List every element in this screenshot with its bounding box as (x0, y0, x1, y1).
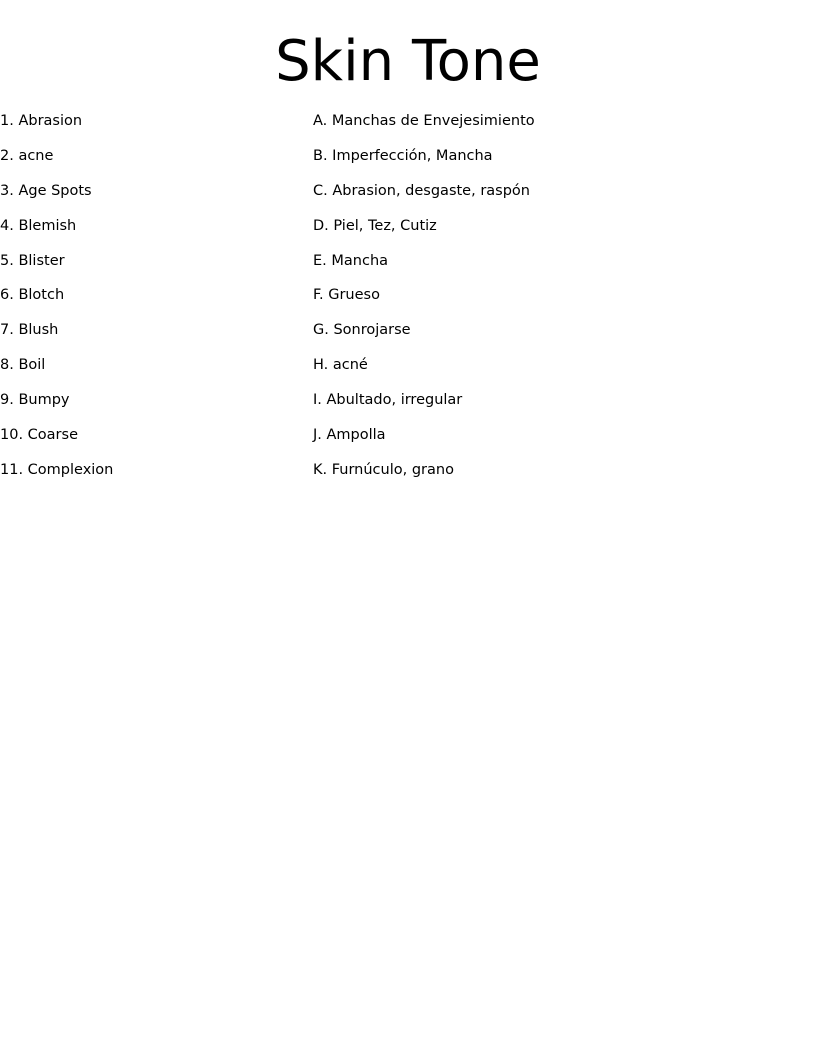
definitions-list (313, 110, 793, 494)
definition-item: H. acné (313, 357, 368, 374)
term-item: 9. Bumpy (0, 392, 70, 409)
definition-item: K. Furnúculo, grano (313, 461, 454, 478)
term-item: 4. Blemish (0, 217, 77, 234)
definition-item: A. Manchas de Envejesimiento (313, 113, 535, 129)
term-item: 3. Age Spots (0, 182, 92, 199)
term-item: 1. Abrasion (0, 113, 83, 129)
definition-item: F. Grueso (313, 287, 380, 304)
term-item: 8. Boil (0, 357, 46, 374)
term-item: 10. Coarse (0, 427, 78, 444)
term-item: 6. Blotch (0, 287, 65, 304)
definition-item: D. Piel, Tez, Cutiz (313, 217, 437, 234)
terms-list (0, 110, 300, 494)
term-item: 2. acne (0, 147, 54, 164)
definition-item: I. Abultado, irregular (313, 392, 463, 409)
term-item: 7. Blush (0, 322, 59, 339)
term-item: 5. Blister (0, 252, 65, 269)
definition-item: E. Mancha (313, 252, 389, 269)
definition-item: C. Abrasion, desgaste, raspón (313, 182, 530, 199)
term-item: 11. Complexion (0, 461, 114, 478)
definition-item: J. Ampolla (313, 427, 386, 444)
definition-item: B. Imperfección, Mancha (313, 147, 493, 164)
page-title: Skin Tone (275, 29, 541, 94)
definition-item: G. Sonrojarse (313, 322, 411, 339)
